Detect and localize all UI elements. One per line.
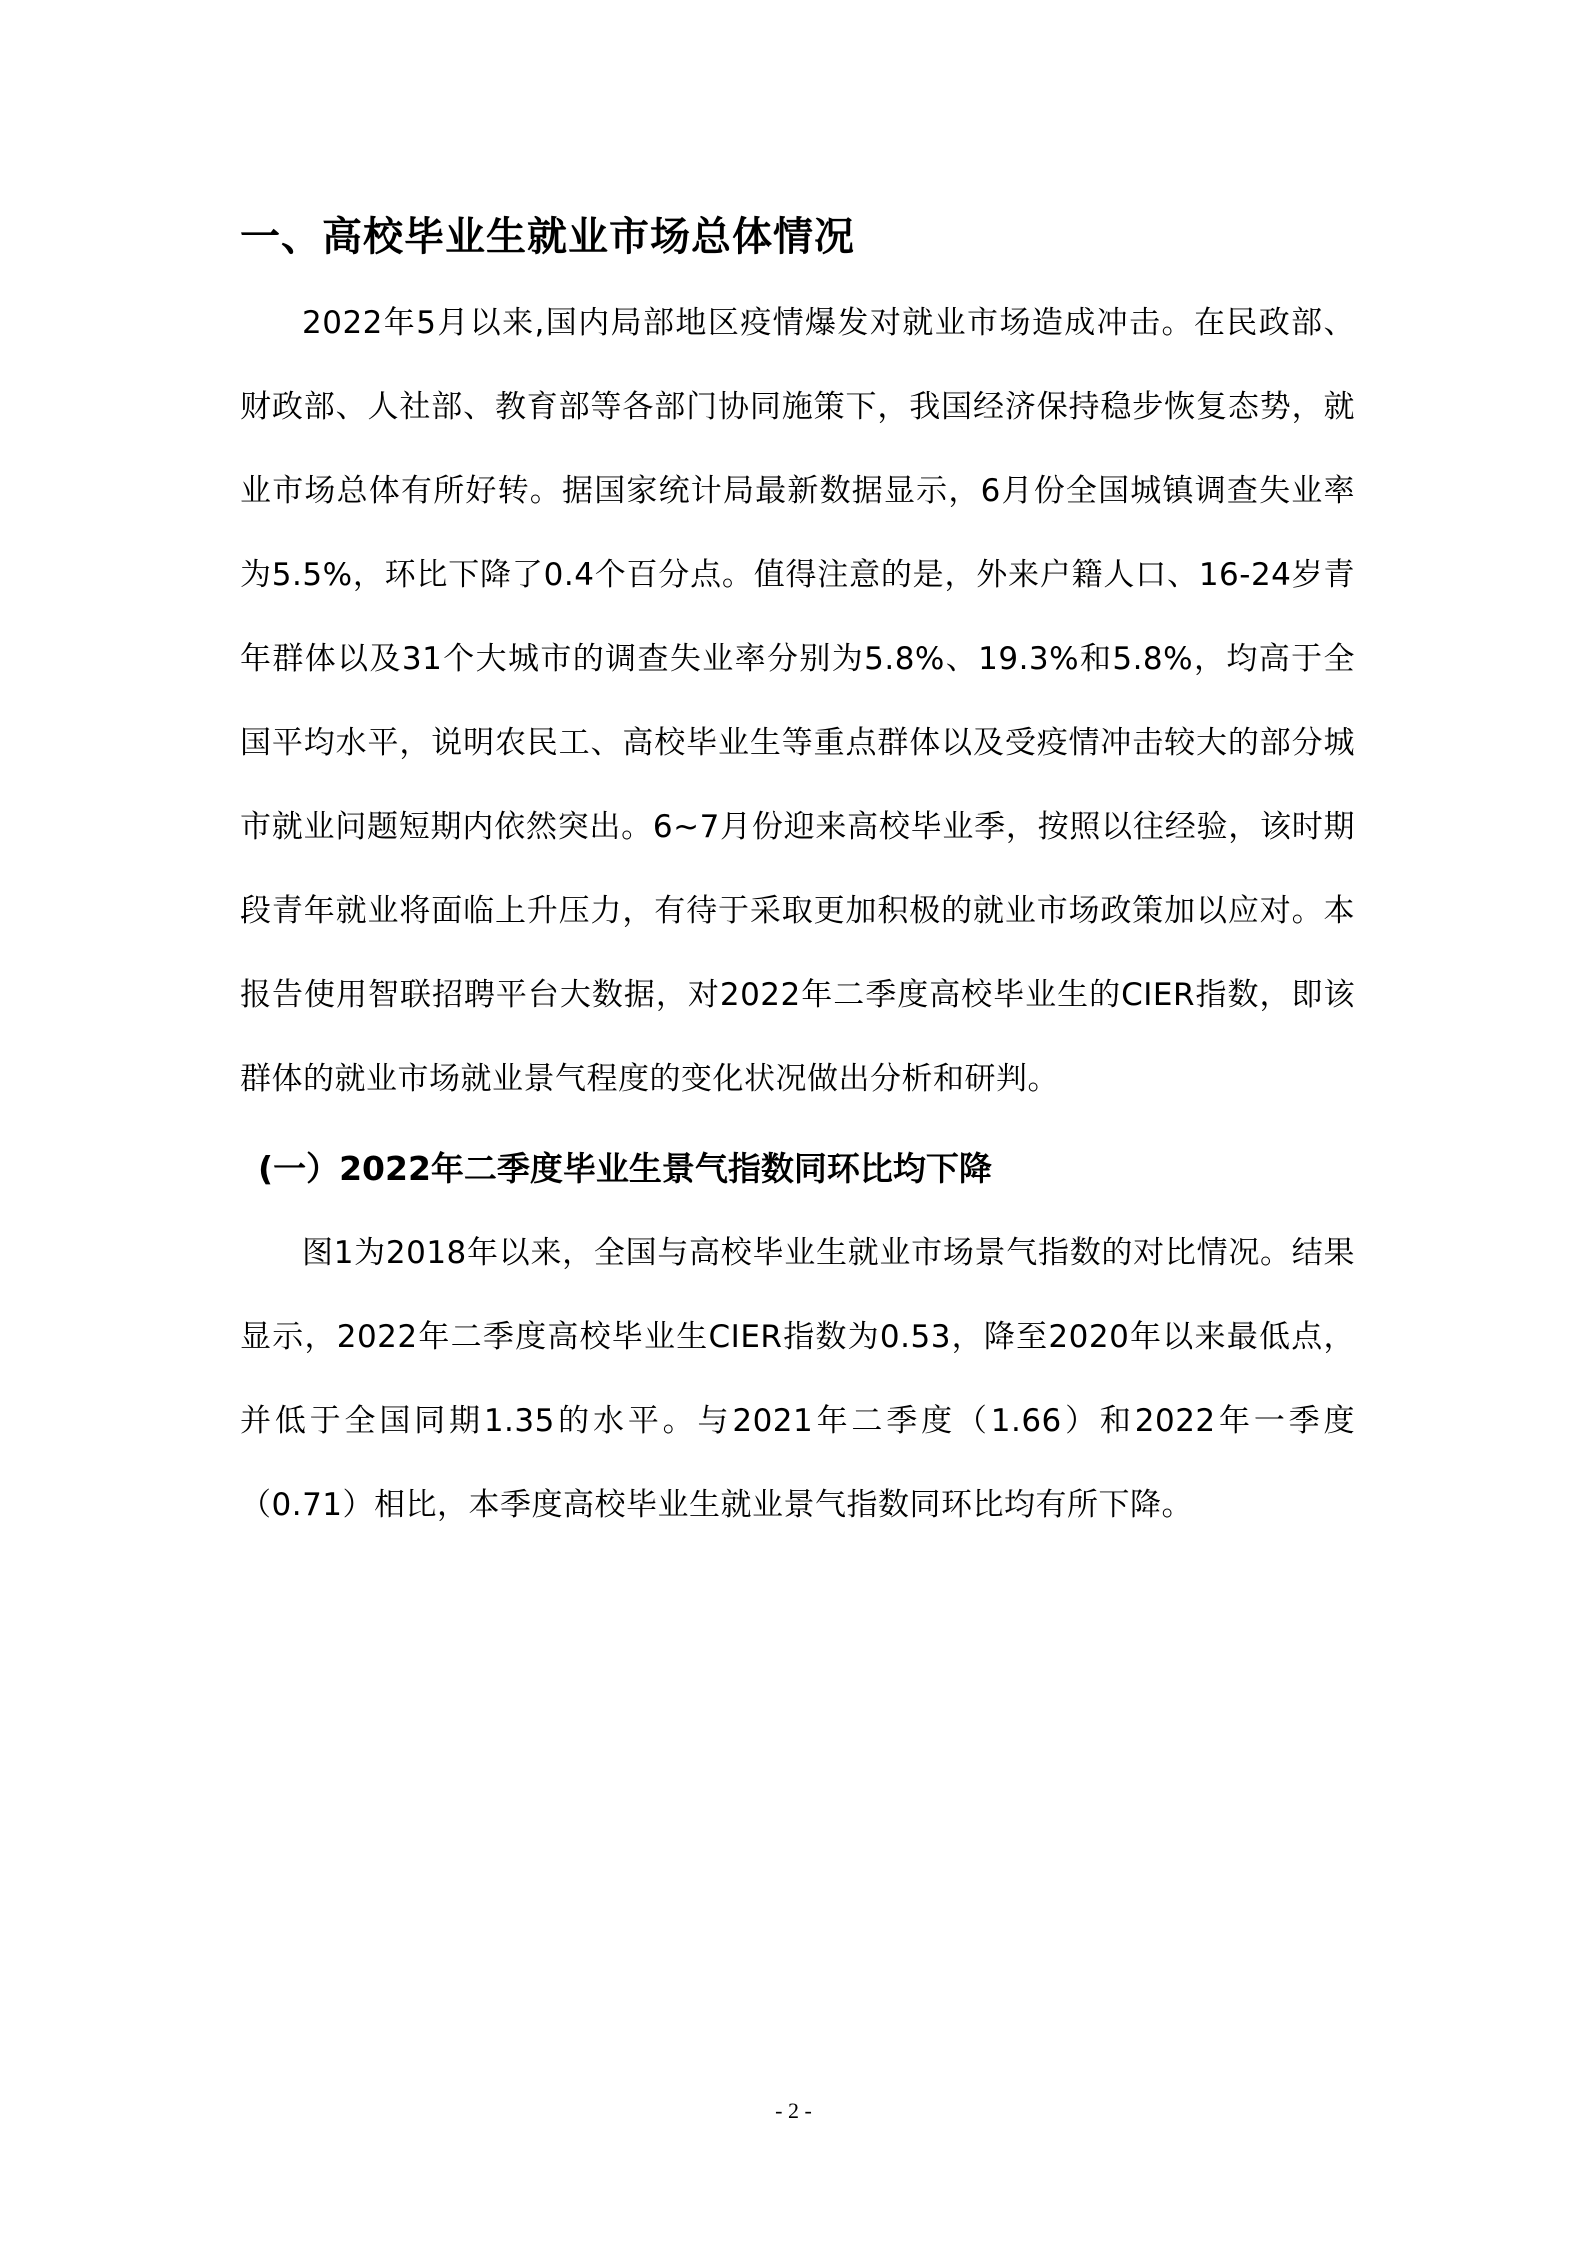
- page-number: - 2 -: [775, 2098, 812, 2123]
- subsection-paragraph: 图1为2018年以来，全国与高校毕业生就业市场景气指数的对比情况。结果显示，2022年二季度高校毕业生CIER指数为0.53，降至2020年以来最低点，并低于全国同期1.35的水平。与2021年二季度（1.66）和2022年一季度（0.71）相比，本季度高校毕业生就业景气指数同环比均有所下降。: [240, 1235, 1355, 1523]
- section-paragraph: 2022年5月以来,国内局部地区疫情爆发对就业市场造成冲击。在民政部、财政部、人社部、教育部等各部门协同施策下，我国经济保持稳步恢复态势，就业市场总体有所好转。据国家统计局最新数据显示，6月份全国城镇调查失业率为5.5%，环比下降了0.4个百分点。值得注意的是，外来户籍人口、16-24岁青年群体以及31个大城市的调查失业率分别为5.8%、19.3%和5.8%，均高于全国平均水平，说明农民工、高校毕业生等重点群体以及受疫情冲击较大的部分城市就业问题短期内依然突出。6~7月份迎来高校毕业季，按照以往经验，该时期段青年就业将面临上升压力，有待于采取更加积极的就业市场政策加以应对。本报告使用智联招聘平台大数据，对2022年二季度高校毕业生的CIER指数，即该群体的就业市场就业景气程度的变化状况做出分析和研判。: [240, 305, 1355, 1097]
- page-content: [240, 205, 1355, 1547]
- section-heading: 一、高校毕业生就业市场总体情况: [240, 214, 855, 260]
- subsection-heading: (一）2022年二季度毕业生景气指数同环比均下降: [258, 1149, 992, 1188]
